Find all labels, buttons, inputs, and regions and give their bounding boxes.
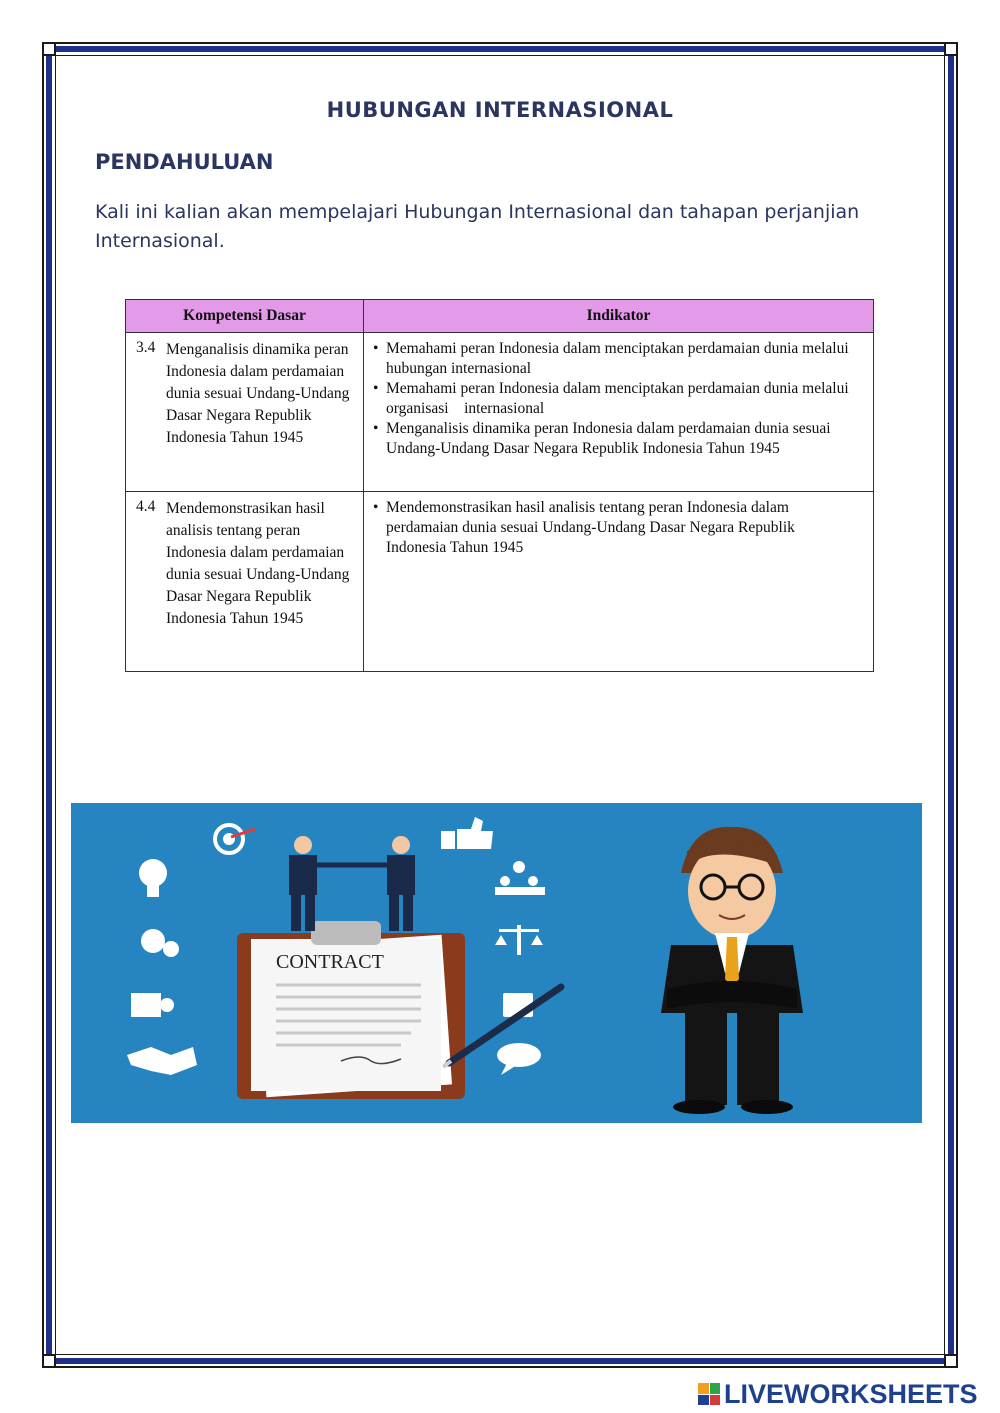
table-header-row xyxy=(126,300,874,333)
indicator-cell xyxy=(364,492,874,672)
kd-text: Menganalisis dinamika peran Indonesia dalam perdamaian dunia sesuai Undang-Undang Dasar Negara Republik Indonesia Tahun 1945 xyxy=(166,341,350,446)
contract-label: CONTRACT xyxy=(276,951,384,973)
indicator-item: • Memahami peran Indonesia dalam menciptakan perdamaian dunia melalui organisasi internasional xyxy=(386,379,859,419)
kd-number: 4.4 xyxy=(136,498,156,515)
kd-cell xyxy=(126,333,364,492)
kd-text: Mendemonstrasikan hasil analisis tentang peran Indonesia dalam perdamaian dunia sesuai Undang-Undang Dasar Negara Republik Indonesia Tahun 1945 xyxy=(166,500,350,627)
table-row xyxy=(126,492,874,672)
corner-ornament xyxy=(944,42,958,56)
kd-number: 3.4 xyxy=(136,339,156,356)
indicator-item: • Memahami peran Indonesia dalam menciptakan perdamaian dunia melalui hubungan internasional xyxy=(386,339,859,379)
indicator-item: • Menganalisis dinamika peran Indonesia dalam perdamaian dunia sesuai Undang-Undang Dasar Negara Republik Indonesia Tahun 1945 xyxy=(386,419,859,459)
clipboard xyxy=(237,921,465,1099)
corner-ornament xyxy=(944,1354,958,1368)
indicator-item: • Mendemonstrasikan hasil analisis tentang peran Indonesia dalam perdamaian dunia sesuai Undang-Undang Dasar Negara Republik Indonesia Tahun 1945 xyxy=(386,498,859,558)
corner-ornament xyxy=(42,1354,56,1368)
competency-table xyxy=(125,299,874,672)
page-title: HUBUNGAN INTERNASIONAL xyxy=(326,98,674,122)
header-indikator: Indikator xyxy=(364,300,874,333)
kd-cell xyxy=(126,492,364,672)
liveworksheets-logo-icon xyxy=(698,1383,720,1405)
indicator-cell xyxy=(364,333,874,492)
section-heading: PENDAHULUAN xyxy=(95,150,274,174)
table-row xyxy=(126,333,874,492)
header-kompetensi-dasar: Kompetensi Dasar xyxy=(126,300,364,333)
brand-name: LIVEWORKSHEETS xyxy=(724,1378,978,1409)
intro-paragraph: Kali ini kalian akan mempelajari Hubungan Internasional dan tahapan perjanjian Internasional. xyxy=(95,201,860,252)
contract-illustration xyxy=(71,803,922,1123)
liveworksheets-logo xyxy=(698,1378,978,1410)
corner-ornament xyxy=(42,42,56,56)
